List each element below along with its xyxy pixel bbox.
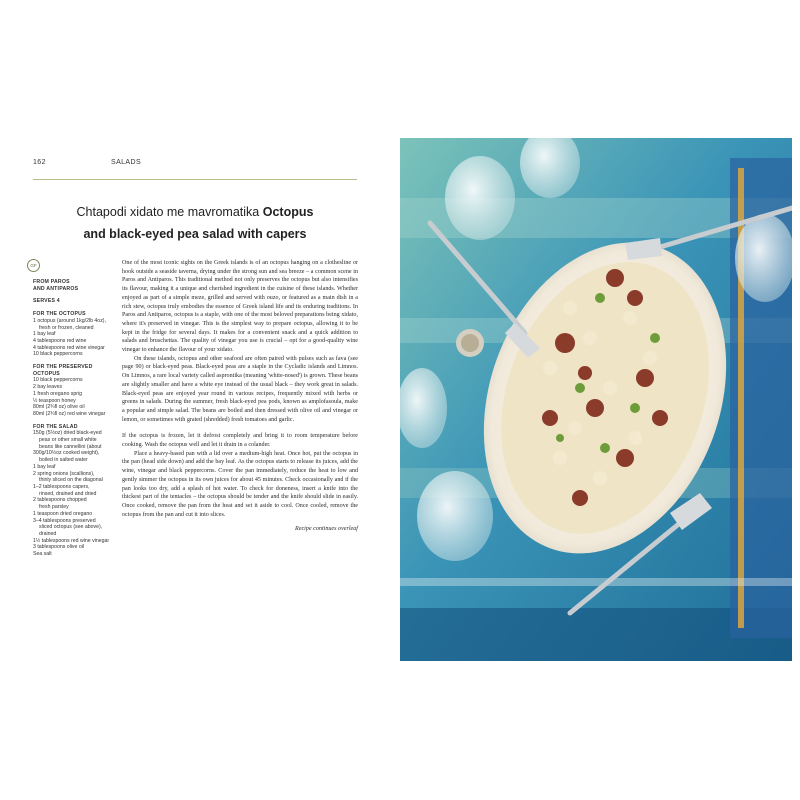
ingredient-group-heading: FOR THE SALAD bbox=[33, 423, 78, 430]
gluten-free-icon: GF bbox=[27, 259, 40, 272]
ingredient-item: 150g (5½oz) dried black-eyed bbox=[33, 430, 102, 437]
ingredient-item: 10 black peppercorns bbox=[33, 351, 83, 358]
continued-note: Recipe continues overleaf bbox=[295, 526, 358, 533]
method-paragraph-1: If the octopus is frozen, let it defrost completely and bring it to room temperature before cooking. Wash the octopus well and let it drain in a colander. bbox=[122, 433, 358, 449]
ingredient-item: 2 tablespoons chopped bbox=[33, 497, 87, 504]
ingredient-item: 3 tablespoons olive oil bbox=[33, 544, 85, 551]
recipe-title bbox=[33, 201, 357, 245]
method-paragraph-2: Place a heavy-based pan with a lid over a medium-high heat. Once hot, put the octopus in the pan (head side down) and add the bay leaf. As the octopus starts to release its juices, add the wine, vinegar and black peppercorns. Cover the pan immediately, reduce the heat to low and gently simmer the octopus in its own juices for about 45 minutes. Check occasionally and if the pan looks too dry, add a splash of hot water. To check for doneness, insert a knife into the thickest part of the tentacles – the octopus should be tender and the knife should slide in easily. Once cooked, remove the pan from the heat and set it aside to cool. Once cooled, remove the octopus from the pan and cut it into slices. bbox=[122, 450, 358, 518]
origin-label: FROM PAROS bbox=[33, 279, 70, 285]
ingredient-item: 1 bay leaf bbox=[33, 331, 56, 338]
ingredient-item: boiled in salted water bbox=[39, 457, 88, 464]
origin-label-2: AND ANTIPAROS bbox=[33, 285, 79, 292]
recipe-body bbox=[122, 259, 358, 534]
food-photo-illustration bbox=[400, 138, 792, 661]
ingredient-groups bbox=[33, 311, 119, 558]
intro-paragraph-1: One of the most iconic sights on the Greek islands is of an octopus hanging on a clothesline or hook outside a seaside taverna, drying under the strong sun and sea breeze – a common scene in Paros and Antiparos. This traditional method not only preserves the octopus but also intensifies its flavour, making it a unique and cherished ingredient in the cuisine of these islands. Whether enjoyed as part of a simple meze, grilled and served with ouzo, or featured as a main dish in a rich stew, octopus truly embodies the essence of Greek island life and its enduring traditions. In Paros and Antiparos, octopus is a staple, with one of the most beloved preparations being xidato, where it's preserved in vinegar. This is the simplest way to prepare octopus, allowing it to be kept in the fridge for several days. It makes for a convenient snack and a quick addition to salads and bruschettas. The quality of vinegar you use is crucial – opt for a good-quality wine vinegar to enhance the flavour of your xidato. bbox=[122, 260, 358, 354]
ingredient-item: ½ teaspoon honey bbox=[33, 397, 76, 404]
recipe-title-english-2: and black-eyed pea salad with capers bbox=[83, 227, 307, 241]
ingredient-item: 3–4 tablespoons preserved bbox=[33, 517, 96, 524]
ingredient-item: thinly sliced on the diagonal bbox=[39, 477, 103, 484]
ingredient-item: 300g/10½oz cooked weight), bbox=[33, 450, 100, 457]
ingredient-item: 4 tablespoons red wine vinegar bbox=[33, 344, 105, 351]
ingredient-item: sliced octopus (see above), bbox=[39, 524, 103, 531]
ingredient-item: 1–2 tablespoons capers, bbox=[33, 483, 90, 490]
intro-paragraph-2: On these islands, octopus and other seafood are often paired with pulses such as fava (see page 90) or black-eyed peas. Black-eyed peas are a staple in the Cycladic islands and Limnos. On Limnos, a rare local variety called asprontika (meaning 'white-nosed') is grown. These beans are slightly smaller and have a white eye instead of the usual black – they work great in salads. Black-eyed peas are enjoyed year round in various recipes, frequently mixed with herbs or greens in salads. During the summer, fresh black-eyed pea pods, known as amplofasoula, make a popular and simple salad. The beans are boiled and then dressed with olive oil and vinegar or lemon, or sometimes with grated (shredded) fresh tomatoes and garlic. bbox=[122, 355, 358, 423]
ingredient-item: peas or other small white bbox=[39, 437, 97, 444]
ingredient-item: fresh or frozen, cleaned bbox=[39, 324, 94, 331]
ingredient-item: beans like cannellini (about bbox=[39, 443, 102, 450]
ingredient-item: Sea salt bbox=[33, 551, 52, 558]
octopus-salad-photo bbox=[400, 138, 792, 661]
ingredient-item: 2 spring onions (scallions), bbox=[33, 470, 95, 477]
ingredient-item: 1½ tablespoons red wine vinegar bbox=[33, 537, 110, 544]
section-title: SALADS bbox=[111, 159, 142, 166]
ingredient-item: 1 fresh oregano sprig bbox=[33, 390, 83, 397]
serves-label: SERVES 4 bbox=[33, 298, 60, 305]
header-rule bbox=[33, 179, 357, 180]
recipe-title-greek: Chtapodi xidato me mavromatika bbox=[76, 205, 260, 219]
ingredient-group-heading: OCTOPUS bbox=[33, 370, 60, 377]
page-number: 162 bbox=[33, 159, 46, 166]
ingredient-item: 4 tablespoons red wine bbox=[33, 337, 87, 344]
ingredient-group-heading: FOR THE PRESERVED bbox=[33, 364, 93, 371]
ingredient-item: 1 bay leaf bbox=[33, 463, 56, 470]
ingredient-item: 10 black peppercorns bbox=[33, 377, 83, 384]
ingredient-item: fresh parsley bbox=[39, 504, 69, 511]
ingredient-item: 1 teaspoon dried oregano bbox=[33, 510, 93, 517]
ingredient-group-heading: FOR THE OCTOPUS bbox=[33, 311, 86, 318]
ingredients-sidebar bbox=[33, 279, 119, 558]
ingredient-item: 80ml (2¾fl oz) red wine vinegar bbox=[33, 410, 106, 417]
ingredient-item: 1 octopus (around 1kg/2lb 4oz), bbox=[33, 317, 106, 324]
ingredient-item: 80ml (2¾fl oz) olive oil bbox=[33, 404, 85, 411]
ingredient-item: rinsed, drained and dried bbox=[39, 490, 97, 497]
ingredient-item: drained bbox=[39, 530, 57, 537]
ingredient-item: 2 bay leaves bbox=[33, 384, 63, 391]
recipe-title-english-1: Octopus bbox=[262, 205, 314, 219]
